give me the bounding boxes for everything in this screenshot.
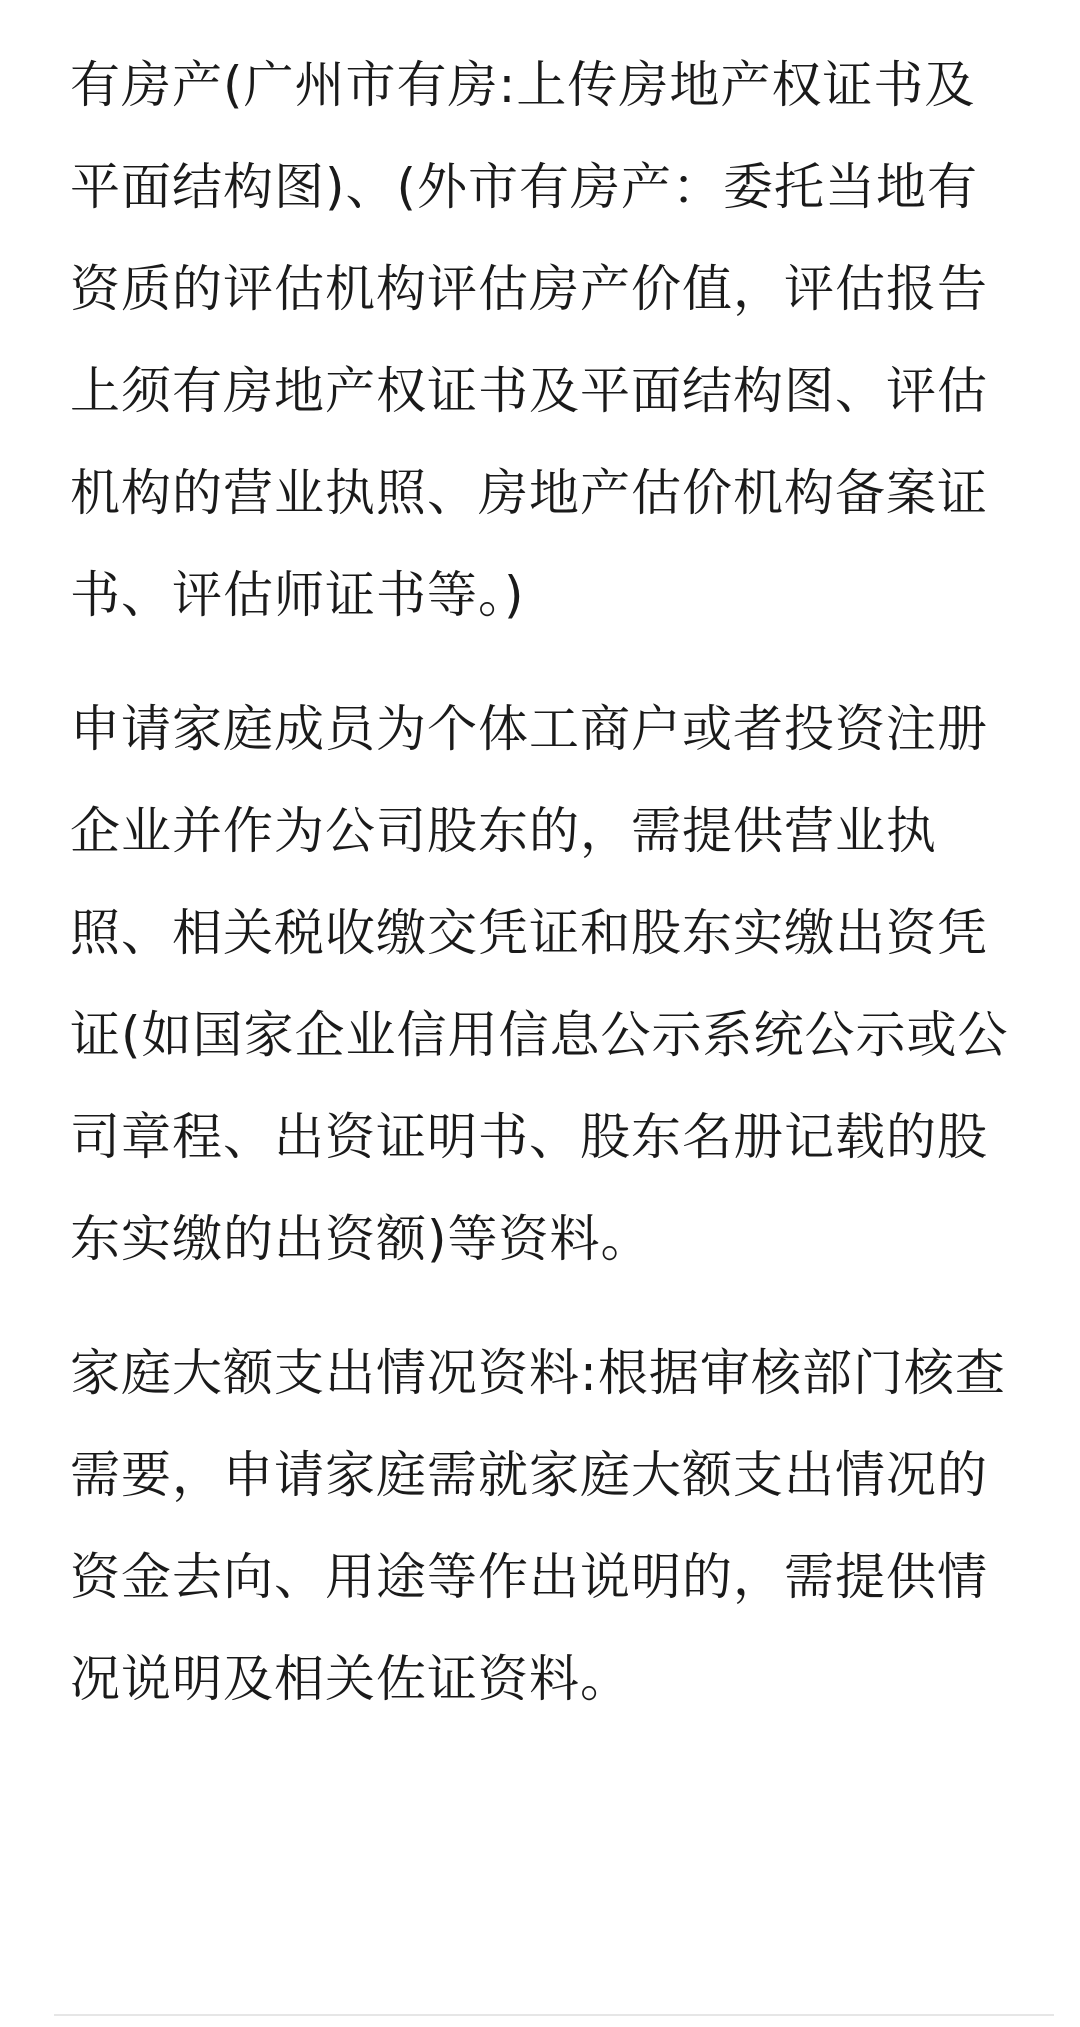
- article-body: [70, 34, 1020, 1762]
- paragraph-property-documents: 有房产(广州市有房:上传房地产权证书及平面结构图)、(外市有房产：委托当地有资质的评估机构评估房产价值，评估报告上须有房地产权证书及平面结构图、评估机构的营业执照、房地产估价机构备案证书、评估师证书等。): [70, 56, 988, 624]
- paragraph-large-expenditure: 家庭大额支出情况资料:根据审核部门核查需要，申请家庭需就家庭大额支出情况的资金去向、用途等作出说明的，需提供情况说明及相关佐证资料。: [70, 1344, 1006, 1708]
- paragraph-business-shareholder: 申请家庭成员为个体工商户或者投资注册企业并作为公司股东的，需提供营业执照、相关税收缴交凭证和股东实缴出资凭证(如国家企业信用信息公示系统公示或公司章程、出资证明书、股东名册记载的股东实缴的出资额)等资料。: [70, 700, 1009, 1268]
- bottom-divider: [54, 2014, 1054, 2016]
